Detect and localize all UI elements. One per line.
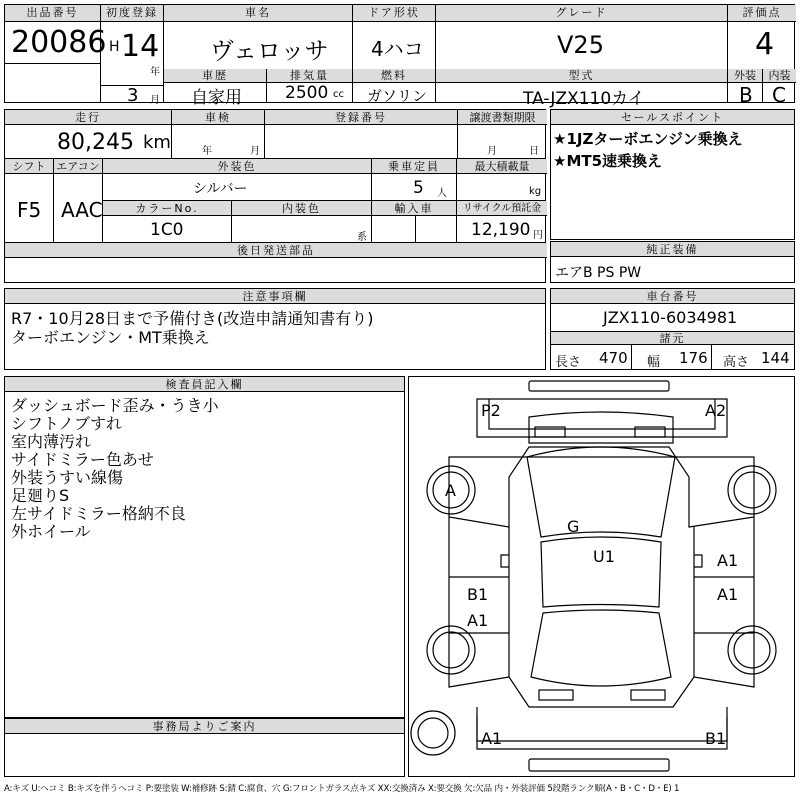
transfer-month: 月	[487, 146, 497, 157]
interior-label: 内装色	[232, 201, 371, 216]
selling-line-1: ★1JZターボエンジン乗換え	[553, 130, 743, 148]
equipment-box	[550, 241, 795, 283]
mark-a2: A2	[705, 401, 727, 420]
score-label: 評価点	[728, 5, 796, 22]
model-label: 型式	[436, 69, 727, 83]
office-box	[4, 718, 405, 777]
inspector-line: 室内薄汚れ	[11, 432, 92, 451]
load-label: 最大積載量	[457, 159, 547, 174]
history-label: 車歴	[164, 69, 266, 83]
seats-label: 乗車定員	[372, 159, 456, 174]
mileage: 80,245	[57, 130, 134, 155]
reg-year: 14	[121, 29, 160, 64]
fuel-label: 燃料	[353, 69, 435, 83]
model: TA-JZX110カイ	[523, 89, 645, 109]
mark-a1-right-door: A1	[717, 551, 739, 570]
inspector-line: 左サイドミラー格納不良	[11, 504, 186, 523]
mileage-label: 走行	[5, 110, 171, 125]
score: 4	[755, 27, 775, 62]
shift-label: シフト	[5, 159, 53, 174]
transfer-day: 日	[529, 146, 539, 157]
mark-a1-left-rear: A1	[467, 611, 489, 630]
mark-u1: U1	[593, 547, 615, 566]
ext-grade: B	[739, 83, 753, 107]
door-label: ドア形状	[353, 5, 435, 22]
history: 自家用	[191, 88, 242, 108]
interior-suffix: 系	[357, 232, 367, 243]
inspector-line: 外装うすい線傷	[11, 468, 124, 487]
fuel: ガソリン	[367, 87, 428, 105]
mark-a-left-wheel: A	[445, 481, 456, 500]
mark-b1: B1	[467, 585, 489, 604]
exterior: シルバー	[193, 181, 248, 197]
int-grade: C	[772, 83, 786, 107]
inspector-line: シフトノブすれ	[11, 414, 123, 433]
reg-month: 3	[127, 85, 139, 106]
lot-label: 出品番号	[5, 5, 100, 22]
color-no: 1C0	[150, 220, 184, 240]
reg-label: 初度登録	[101, 5, 163, 22]
width: 176	[679, 349, 708, 367]
car-name: ヴェロッサ	[210, 37, 329, 65]
inspector-line: 足廻りS	[11, 486, 70, 505]
insp-month-unit: 月	[250, 146, 260, 157]
displacement-label: 排気量	[267, 69, 352, 83]
insp-year-unit: 年	[202, 146, 212, 157]
equipment-label: 純正装備	[551, 242, 794, 257]
notes-line-2: ターボエンジン・MT乗換え	[11, 328, 210, 347]
spec-label: 諸元	[551, 331, 794, 345]
equipment-text: エアB PS PW	[555, 265, 642, 281]
chassis-no: JZX110-6034981	[603, 308, 738, 327]
era: H	[109, 39, 120, 55]
car-diagram	[408, 376, 795, 777]
cc-unit: cc	[333, 89, 344, 100]
grade-label: グレード	[436, 5, 727, 22]
chassis-box	[550, 288, 795, 370]
mark-b1-rear-bumper: B1	[705, 729, 727, 748]
door-type: 4ハコ	[371, 37, 424, 61]
selling-box	[550, 109, 795, 240]
chassis-label: 車台番号	[551, 289, 794, 304]
inspector-list	[11, 397, 219, 541]
exterior-label: 外装色	[103, 159, 371, 174]
recycle: 12,190	[471, 220, 531, 240]
legend: A:キズ U:ヘコミ B:キズを伴うヘコミ P:要塗装 W:補修跡 S:錆 C:腐食、穴 G:フロントガラス点キズ XX:交換済み X:要交換 欠:欠品 内・外装評価 5段階ランク順(A・B・C・D・E) 1	[4, 784, 680, 794]
year-unit: 年	[150, 67, 160, 78]
mark-a1-rear-bumper: A1	[481, 729, 503, 748]
notes-label: 注意事項欄	[5, 289, 545, 304]
info-box	[4, 109, 546, 283]
yen-unit: 円	[533, 230, 543, 241]
ext-label: 外装	[728, 69, 762, 83]
selling-label: セールスポイント	[551, 110, 794, 125]
height: 144	[761, 349, 790, 367]
mark-g: G	[567, 517, 580, 536]
recycle-label: リサイクル預託金	[457, 201, 547, 216]
header-box	[4, 4, 795, 109]
name-label: 車名	[164, 5, 352, 22]
car-outline-drawing	[409, 377, 794, 776]
color-no-label: カラーNo.	[103, 201, 231, 216]
inspector-box	[4, 376, 405, 718]
km-unit: km	[143, 132, 171, 153]
int-label: 内装	[763, 69, 796, 83]
selling-line-2: ★MT5速乗換え	[553, 152, 663, 170]
inspector-line: ダッシュボード歪み・うき小	[11, 396, 219, 415]
import-label: 輸入車	[372, 201, 456, 216]
mark-p2: P2	[481, 401, 501, 420]
grade: V25	[557, 31, 604, 59]
inspector-line: サイドミラー色あせ	[11, 450, 154, 469]
shift: F5	[17, 198, 42, 222]
notes-box	[4, 288, 546, 370]
transfer-label: 譲渡書類期限	[458, 110, 547, 125]
mark-a1-right-rear: A1	[717, 585, 739, 604]
inspection-label: 車検	[172, 110, 264, 125]
ac-label: エアコン	[54, 159, 102, 174]
month-unit: 月	[150, 95, 160, 106]
height-label: 高さ	[723, 355, 750, 370]
length-label: 長さ	[555, 355, 582, 370]
seats: 5	[413, 178, 424, 198]
notes-line-1: R7・10月28日まで予備付き(改造申請通知書有り)	[11, 309, 374, 328]
later-label: 後日発送部品	[5, 243, 547, 258]
width-label: 幅	[647, 355, 661, 370]
load-unit: kg	[529, 186, 542, 197]
inspector-label: 検査員記入欄	[5, 377, 404, 392]
displacement: 2500	[285, 83, 329, 103]
office-label: 事務局よりご案内	[5, 719, 404, 734]
seats-unit: 人	[437, 188, 447, 199]
plate-label: 登録番号	[265, 110, 457, 125]
inspector-line: 外ホイール	[11, 522, 91, 541]
lot-number: 20086	[11, 25, 107, 60]
ac: AAC	[61, 198, 103, 222]
length: 470	[599, 349, 628, 367]
